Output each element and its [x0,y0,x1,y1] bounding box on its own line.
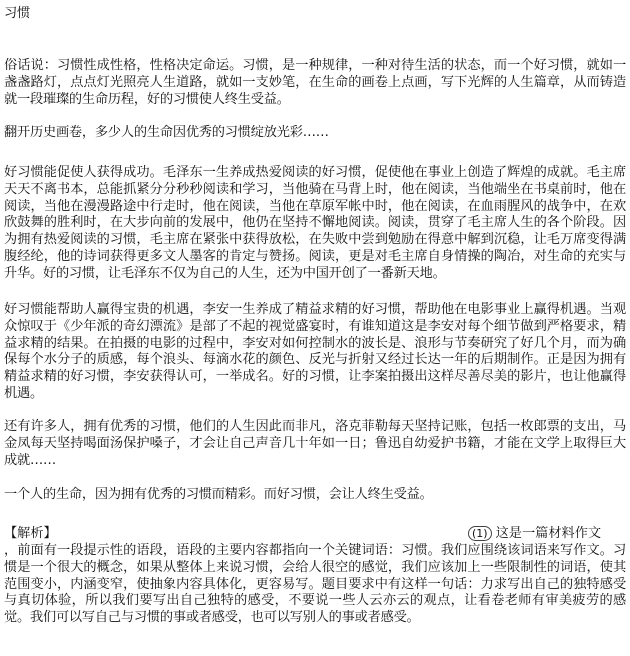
paragraph-conclusion: 一个人的生命，因为拥有优秀的习惯而精彩。而好习惯，会让人终生受益。 [4,487,433,502]
paragraph-mao-zedong: 好习惯能促使人获得成功。毛泽东一生养成热爱阅读的好习惯，促使他在事业上创造了辉煌的成就。毛主席天天不离书本，总能抓紧分分秒秒阅读和学习，当他骑在马背上时，他在阅读，当他端坐在书桌前时，他在阅读，当他在漫漫路途中行走时，他在阅读，当他在草原军帐中时，他在阅读，在血雨腥风的战争中，在欢欣鼓舞的胜利时，在大步向前的发展中，他仍在坚持不懈地阅读。阅读，贯穿了毛主席人生的各个阶段。因为拥有热爱阅读的习惯，毛主席在紧张中获得放松，在失败中尝到勉励在得意中解到沉稳，让毛万席变得满腹经纶，他的诗词获得更多文人墨客的肯定与赞扬。阅读，更是对毛主席自身情操的陶冶，对生命的充实与升华。好的习惯，让毛泽东不仅为自己的人生，还为中国开创了一番新天地。 [4,165,626,281]
paragraph-examples: 还有许多人，拥有优秀的习惯，他们的人生因此而非凡，洛克菲勒每天坚持记账，包括一枚郎票的支出，马金凤每天坚持喝面汤保护嗓子，才会让自己声音几十年如一日；鲁迅自幼爱护书籍，才能在文学上取得巨大成就…… [4,419,626,468]
question-number: 1 [476,527,484,540]
question-label [468,526,601,543]
essay-title: 习惯 [4,6,30,21]
paragraph-intro: 俗话说：习惯性成性格，性格决定命运。习惯，是一种规律，一种对待生活的状态，而一个好习惯，就如一盏盏路灯，点点灯光照亮人生道路，就如一支妙笔，在生命的画卷上点画，写下光辉的人生篇章，从而铸造就一段璀璨的生命历程，好的习惯使人终生受益。 [4,58,626,107]
analysis-heading: 【解析】 [4,526,57,541]
question-number-badge: (1) [468,526,492,541]
analysis-body: ，前面有一段提示性的语段，语段的主要内容都指向一个关键词语：习惯。我们应围绕该词语来写作文。习惯是一个很大的概念，如果从整体上来说习惯，会给人很空的感觉，我们应该加上一些限制性的词语，使其范围变小，内涵变窄，使抽象内容具体化，更容易写。题目要求中有这样一句话：力求写出自己的独特感受与真切体验，所以我们要写出自己独特的感受，不要说一些人云亦云的观点，让看卷老师有审美疲劳的感觉。我们可以写自己与习惯的事或者感受，也可以写别人的事或者感受。 [4,543,626,626]
paragraph-transition: 翻开历史画卷，多少人的生命因优秀的习惯绽放光彩…… [4,125,329,140]
paragraph-ang-lee: 好习惯能帮助人赢得宝贵的机遇，李安一生养成了精益求精的好习惯，帮助他在电影事业上赢得机遇。当观众惊叹于《少年派的奇幻漂流》是部了不起的视觉盛宴时，有谁知道这是李安对每个细节做到严格要求，精益求精的结果。在拍摄的电影的过程中，李安对如何控制水的波长是、浪形与节奏研究了好几个月，而为确保每个水分子的质感，每个浪头、每滴水花的颜色、反光与折射又经过长达一年的后期制作。正是因为拥有精益求精的好习惯，李安获得认可，一举成名。好的习惯，让李案拍摄出这样尽善尽美的影片，也让他赢得机遇。 [4,302,626,401]
question-intro: 这是一篇材料作文 [495,526,602,541]
